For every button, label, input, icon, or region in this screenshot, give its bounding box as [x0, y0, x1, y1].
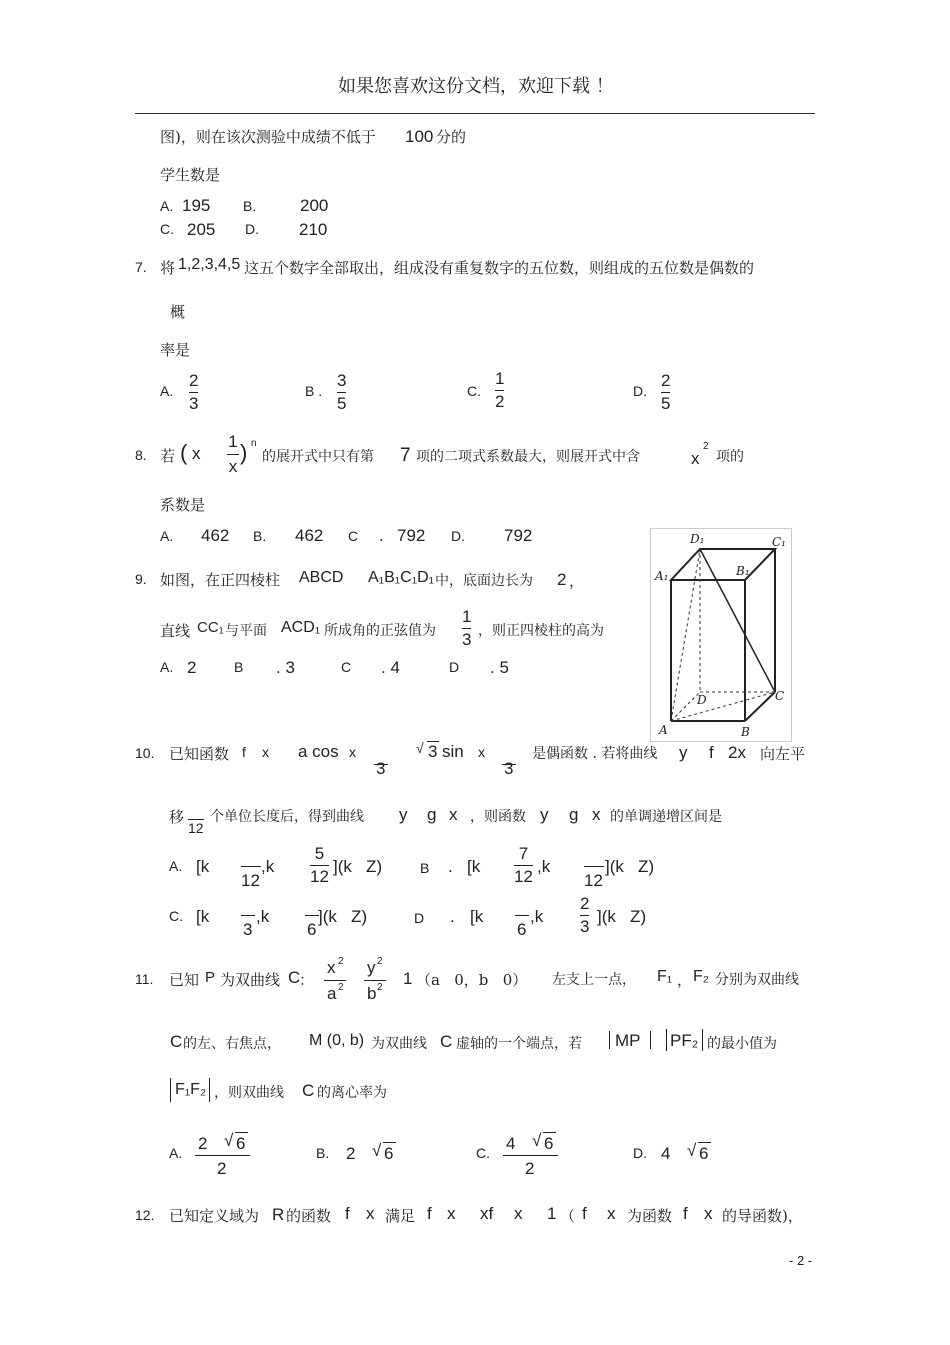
label-c1: C₁ [772, 535, 786, 549]
header-rule [135, 113, 815, 114]
q11-m: M (0, b) [309, 1032, 365, 1049]
q10-text1: 已知函数 [169, 745, 230, 763]
q10-option-c-k: ,k [256, 907, 270, 926]
q11-abs-f1f2-right [209, 1078, 210, 1102]
q11-c: C [288, 968, 301, 987]
q6-100: 100 [405, 127, 434, 146]
q10-denom1: 3 [376, 759, 386, 778]
q8-text1: 的展开式中只有第 [262, 449, 374, 465]
q6-option-d-label: D. [245, 221, 259, 237]
q10-option-a-end: ](k Z) [333, 857, 383, 876]
q11-option-a-rad: 6 [236, 1134, 246, 1153]
page-header-title: 如果您喜欢这份文档，欢迎下载 ！ [338, 76, 614, 97]
q11-text4: 分别为双曲线 [715, 972, 799, 988]
page-number: - 2 - [789, 1253, 813, 1268]
q11-option-c-bar [503, 1155, 558, 1156]
q10-option-b-den2: 12 [584, 871, 603, 890]
q10-option-d-den1: 6 [517, 920, 527, 939]
q12-x: x [366, 1204, 375, 1223]
q7-option-a-label: A. [160, 383, 174, 399]
q12-r: R [272, 1205, 285, 1224]
q10-option-d-frac2: 2 3 [580, 894, 590, 936]
q9-cc1: CC₁ [197, 619, 224, 636]
q6-option-b-value: 200 [300, 196, 329, 215]
q10-text4: 个单位长度后，得到曲线 [210, 809, 364, 825]
q12-text5: 为函数 [627, 1207, 673, 1225]
q7-option-d-label: D. [633, 383, 647, 399]
q6-line1-end: 分的 [436, 128, 467, 146]
q10-option-d-end: ](k Z) [597, 907, 647, 926]
q10-option-c-bar1 [241, 915, 255, 916]
q11-f1: F₁ [657, 968, 673, 985]
q10-sin: sin [442, 742, 464, 761]
sqrt-icon-c: √ [532, 1131, 542, 1150]
q11-option-b-rad: 6 [384, 1144, 394, 1163]
q11-option-c-label: C. [476, 1145, 490, 1161]
q11-abs-pf2-left [666, 1029, 667, 1051]
q7-digits: 1,2,3,4,5 [178, 256, 241, 273]
q9-acd1: ACD₁ [281, 619, 321, 636]
q11-option-b-label: B. [316, 1145, 330, 1161]
q11-option-c-num: 4 [506, 1134, 516, 1153]
q11-x: x [327, 958, 336, 977]
q10-text3: 向左平 [760, 745, 806, 763]
q10-f: f [242, 744, 246, 760]
q8-option-c-value: 792 [397, 526, 426, 545]
q6-option-a-value: 195 [182, 196, 211, 215]
q8-option-d-value: 792 [504, 526, 533, 545]
q10-x5: x [592, 805, 601, 824]
q8-text3: 项的 [716, 449, 744, 465]
q11-text7: 虚轴的一个端点，若 [456, 1036, 582, 1052]
q10-option-c-expr: [k [196, 907, 210, 926]
q10-option-a-k: ,k [261, 857, 275, 876]
q11-option-a-bar [195, 1155, 250, 1156]
q11-option-d-label: D. [633, 1145, 647, 1161]
q8-exponent-n: n [251, 438, 257, 449]
q11-pf2: PF₂ [670, 1031, 699, 1050]
q10-number: 10. [135, 745, 155, 761]
sqrt-icon-1: √ [416, 740, 424, 756]
q10-f2: f [709, 743, 714, 762]
q10-option-d-label: D [414, 910, 425, 926]
q10-x: x [262, 744, 269, 760]
label-a: A [659, 723, 668, 737]
q11-c3: C [440, 1032, 453, 1051]
q10-option-a-den1: 12 [241, 871, 260, 890]
q7-number: 7. [135, 259, 147, 275]
q8-option-a-label: A. [160, 528, 174, 544]
q6-line1: 图)，则在该次测验中成绩不低于 [160, 128, 376, 146]
q8-text4: 系数是 [160, 496, 206, 514]
q11-colon: ： [299, 971, 315, 989]
q10-option-d-expr: [k [470, 907, 484, 926]
q11-text2: 为双曲线 [220, 971, 281, 989]
q11-option-c-rad: 6 [544, 1134, 554, 1153]
q9-two: 2 [557, 570, 567, 589]
q12-f3: f [582, 1204, 587, 1223]
q11-text10: 的离心率为 [317, 1085, 387, 1101]
q12-text4: （ [560, 1207, 576, 1225]
q8-option-c-dot: . [379, 526, 384, 545]
q10-2x: 2x [728, 743, 746, 762]
q12-text3: 满足 [385, 1207, 416, 1225]
q10-option-b-expr: [k [467, 857, 481, 876]
q11-y-sup: 2 [377, 956, 383, 967]
q9-option-c-value: . 4 [381, 658, 400, 677]
label-c: C [775, 689, 785, 703]
q11-option-d-rad: 6 [699, 1144, 709, 1163]
q11-text6: 为双曲线 [371, 1036, 427, 1052]
q11-text9: ，则双曲线 [214, 1085, 284, 1101]
q11-x-sup: 2 [338, 956, 344, 967]
q7-option-b-label: B . [305, 383, 323, 399]
q11-option-b-sqrt-overline [383, 1142, 396, 1143]
q10-y3: y [540, 805, 549, 824]
q8-option-c-label: C [348, 528, 359, 544]
q10-text5: ，则函数 [470, 809, 526, 825]
sqrt-icon-b: √ [372, 1141, 382, 1160]
q10-x2: x [349, 744, 356, 760]
q10-option-c-end: ](k Z) [318, 907, 368, 926]
q8-lparen: ( [180, 440, 188, 465]
q9-number: 9. [135, 571, 147, 587]
q12-f: f [345, 1204, 350, 1223]
q7-option-c-fraction: 1 2 [495, 369, 505, 411]
q9-option-c-label: C [341, 659, 352, 675]
q11-text3: 左支上一点， [552, 972, 636, 988]
q10-option-c-den1: 3 [243, 920, 253, 939]
q10-option-a-frac2: 5 12 [310, 844, 329, 886]
q8-x: x [192, 444, 201, 463]
q10-acos: a cos [298, 742, 339, 761]
q9-option-b-value: . 3 [276, 658, 295, 677]
q11-option-b-val: 2 [346, 1144, 356, 1163]
q11-a: a [327, 984, 337, 1003]
q11-abs-pf2-right [702, 1029, 703, 1051]
q10-g: g [427, 805, 437, 824]
q9-option-b-label: B [234, 659, 244, 675]
q11-p: P [205, 969, 216, 986]
sqrt-icon-a: √ [224, 1131, 234, 1150]
q9-option-d-label: D [449, 659, 460, 675]
q12-x5: x [704, 1204, 713, 1223]
q10-option-c-label: C. [169, 908, 183, 924]
q9-option-a-value: 2 [187, 658, 197, 677]
q6-option-b-label: B. [243, 198, 257, 214]
q10-option-b-end: ](k Z) [605, 857, 655, 876]
q11-option-a-sqrt-overline [235, 1132, 248, 1133]
q10-option-d-bar1 [515, 915, 529, 916]
q12-x2: x [447, 1204, 456, 1223]
prism-figure [650, 528, 792, 742]
label-d1: D₁ [690, 532, 705, 546]
q10-option-b-dot: . [448, 857, 453, 876]
q11-option-a-den: 2 [217, 1159, 227, 1178]
q10-denom2: 3 [504, 759, 514, 778]
q11-c2: C [170, 1032, 183, 1051]
q8-option-b-value: 462 [295, 526, 324, 545]
q9-a1b1c1d1: A₁B₁C₁D₁ [368, 569, 435, 586]
q11-abs-mp-right [650, 1031, 651, 1049]
prism-top-face [671, 549, 775, 580]
q11-f2: F₂ [693, 968, 709, 985]
q11-text8: 的最小值为 [707, 1036, 777, 1052]
q8-ruo: 若 [160, 447, 176, 465]
q11-number: 11. [135, 971, 154, 987]
q11-abs-f1f2-left [170, 1078, 171, 1102]
q12-x3: x [514, 1204, 523, 1223]
q11-cond: （a 0，b 0） [416, 971, 528, 989]
q11-y: y [367, 958, 376, 977]
q9-text2: 中，底面边长为 [435, 573, 533, 589]
q12-number: 12. [135, 1207, 155, 1223]
q9-text4: 与平面 [225, 623, 267, 639]
q9-text3: 直线 [160, 622, 191, 640]
q11-c4: C [302, 1081, 315, 1100]
q9-comma: ， [569, 572, 585, 590]
q11-f1f2: F₁F₂ [175, 1081, 207, 1098]
q11-option-a-num: 2 [198, 1134, 208, 1153]
q12-text1: 已知定义域为 [169, 1207, 260, 1225]
q11-one: 1 [403, 969, 413, 988]
q7-option-a-fraction: 2 3 [189, 371, 199, 413]
sqrt-icon-d: √ [687, 1141, 697, 1160]
q8-fraction: 1 x [228, 432, 238, 476]
q10-option-d-k: ,k [530, 907, 544, 926]
q8-number: 8. [135, 447, 147, 463]
q7-jiang: 将 [160, 259, 176, 277]
q7-gai: 概 [170, 303, 186, 321]
q10-option-a-label: A. [169, 858, 183, 874]
q6-option-c-value: 205 [187, 220, 216, 239]
q7-lv: 率是 [160, 341, 191, 359]
q11-mp: MP [615, 1031, 641, 1050]
q6-option-a-label: A. [160, 198, 174, 214]
q10-x4: x [449, 805, 458, 824]
q10-sqrt3: 3 [428, 742, 438, 761]
q9-text5: 所成角的正弦值为 [324, 623, 436, 639]
q7-option-c-label: C. [467, 383, 481, 399]
q11-comma: ， [677, 971, 693, 989]
q10-g2: g [569, 805, 579, 824]
q11-text1: 已知 [169, 971, 200, 989]
q9-abcd: ABCD [299, 569, 344, 586]
label-a1: A₁ [655, 569, 669, 583]
q12-xf: xf [480, 1204, 494, 1223]
label-b1: B₁ [736, 564, 750, 578]
q10-option-b-label: B [420, 860, 430, 876]
q9-text1: 如图，在正四棱柱 [160, 571, 281, 589]
q10-text2: 是偶函数 . 若将曲线 [532, 746, 658, 762]
q11-option-d-sqrt-overline [698, 1142, 711, 1143]
q10-x3: x [478, 744, 485, 760]
label-d: D [697, 693, 707, 707]
q11-frac-bar-x [324, 980, 346, 981]
q10-option-a-expr: [k [196, 857, 210, 876]
q7-text: 这五个数字全部取出，组成没有重复数字的五位数，则组成的五位数是偶数的 [244, 259, 755, 277]
q12-x4: x [607, 1204, 616, 1223]
q10-option-c-den2: 6 [307, 920, 317, 939]
q9-fraction: 1 3 [462, 607, 472, 649]
q11-text5: 的左、右焦点， [183, 1036, 281, 1052]
q10-y: y [679, 743, 688, 762]
q12-f4: f [683, 1204, 688, 1223]
q10-option-b-k: ,k [537, 857, 551, 876]
q8-text2: 项的二项式系数最大，则展开式中含 [416, 449, 640, 465]
q9-text6: ，则正四棱柱的高为 [478, 623, 604, 639]
q8-rparen: ) [240, 440, 248, 465]
q11-option-d-val: 4 [661, 1144, 671, 1163]
q6-option-c-label: C. [160, 221, 174, 237]
q12-text2: 的函数 [286, 1207, 332, 1225]
q10-option-b-bar2 [584, 866, 604, 867]
q12-text6: 的导函数)， [722, 1207, 803, 1225]
q10-y2: y [399, 805, 408, 824]
q11-option-c-sqrt-overline [543, 1132, 556, 1133]
q10-option-b-frac1: 7 12 [514, 844, 533, 886]
q11-a-sup: 2 [338, 982, 344, 993]
q10-option-d-dot: . [450, 907, 455, 926]
q8-sup2: 2 [703, 441, 709, 452]
q11-option-c-den: 2 [525, 1159, 535, 1178]
q8-option-b-label: B. [253, 528, 267, 544]
q9-option-a-label: A. [160, 659, 174, 675]
q11-b-sup: 2 [377, 982, 383, 993]
q10-option-a-bar1 [241, 866, 261, 867]
q8-option-a-value: 462 [201, 526, 230, 545]
q6-line2: 学生数是 [160, 166, 221, 184]
q11-option-a-label: A. [169, 1145, 183, 1161]
q11-abs-mp-left [609, 1031, 610, 1049]
q10-yi: 移 [169, 808, 185, 826]
q9-option-d-value: . 5 [490, 658, 509, 677]
q6-option-d-value: 210 [299, 220, 328, 239]
q7-option-b-fraction: 3 5 [337, 371, 347, 413]
q12-f2: f [427, 1204, 432, 1223]
q11-frac-bar-y [364, 980, 386, 981]
q10-text6: 的单调递增区间是 [610, 809, 722, 825]
prism-drawing [651, 529, 791, 741]
label-b: B [741, 725, 750, 739]
q8-x2: x [691, 449, 700, 468]
q8-option-d-label: D. [451, 528, 465, 544]
q11-b: b [367, 984, 377, 1003]
q7-option-d-fraction: 2 5 [661, 371, 671, 413]
q10-option-c-bar2 [305, 915, 319, 916]
q12-one: 1 [547, 1204, 557, 1223]
q8-seven: 7 [400, 445, 411, 466]
q10-denom12: 12 [188, 820, 204, 836]
